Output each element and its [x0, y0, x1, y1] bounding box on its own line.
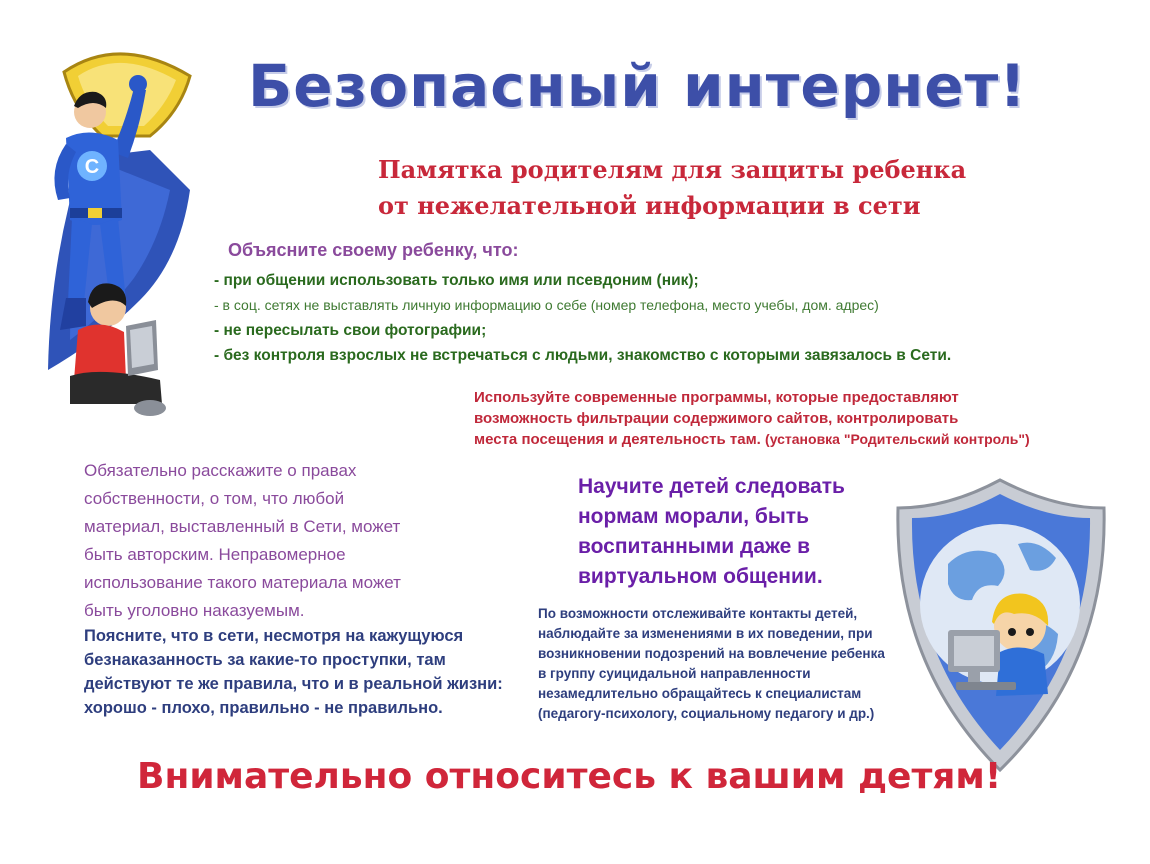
morals-line: Научите детей следовать	[578, 475, 845, 498]
parental-control-tag: (установка "Родительский контроль")	[765, 431, 1030, 447]
contacts-line: незамедлительно обращайтесь к специалистам	[538, 686, 862, 701]
contacts-line: (педагогу-психологу, социальному педагогу и др.)	[538, 706, 875, 721]
property-line: быть уголовно наказуемым.	[84, 601, 305, 620]
property-line: Обязательно расскажите о правах	[84, 461, 357, 480]
contacts-line: возникновении подозрений на вовлечение ребенка	[538, 646, 885, 661]
rules-list	[214, 268, 1074, 368]
programs-note	[474, 387, 1134, 450]
rule-item: - при общении использовать только имя или псевдоним (ник);	[214, 272, 699, 289]
contacts-line: в группу суицидальной направленности	[538, 666, 811, 681]
programs-line: Используйте современные программы, которые предоставляют	[474, 389, 959, 406]
programs-line: возможность фильтрации содержимого сайтов, контролировать	[474, 410, 959, 427]
morals-line: нормам морали, быть	[578, 505, 809, 528]
morals-line: виртуальном общении.	[578, 565, 823, 588]
morals-line: воспитанными даже в	[578, 535, 811, 558]
subtitle-line: Памятка родителям для защиты ребенка	[378, 155, 967, 184]
property-line: материал, выставленный в Сети, может	[84, 517, 401, 536]
rules-online-line: действуют те же правила, что и в реальной жизни:	[84, 675, 503, 693]
rule-item: - в соц. сетях не выставлять личную информацию о себе (номер телефона, место учебы, дом. адрес)	[214, 297, 879, 313]
contacts-line: По возможности отслеживайте контакты детей,	[538, 606, 858, 621]
subtitle-line: от нежелательной информации в сети	[378, 191, 921, 220]
contacts-note	[538, 604, 938, 724]
subtitle	[378, 152, 1078, 224]
footer-slogan: Внимательно относитесь к вашим детям!	[137, 756, 1002, 797]
programs-line	[474, 429, 1134, 450]
property-note	[84, 457, 464, 625]
property-line: собственности, о том, что любой	[84, 489, 345, 508]
rule-item: - без контроля взрослых не встречаться с людьми, знакомство с которыми завязалось в Сети.	[214, 347, 952, 364]
programs-line-text: места посещения и деятельность там.	[474, 431, 761, 448]
explain-heading: Объясните своему ребенку, что:	[228, 240, 519, 260]
page-title: Безопасный интернет!	[248, 52, 1027, 120]
property-line: быть авторским. Неправомерное	[84, 545, 346, 564]
contacts-line: наблюдайте за изменениями в их поведении, при	[538, 626, 873, 641]
morals-note	[578, 472, 898, 592]
property-line: использование такого материала может	[84, 573, 401, 592]
rules-online-note	[84, 624, 534, 720]
hero-emblem-letter: С	[84, 156, 100, 178]
rules-online-line: Поясните, что в сети, несмотря на кажущуюся	[84, 627, 464, 645]
rules-online-line: безнаказанность за какие-то проступки, там	[84, 651, 446, 669]
rules-online-line: хорошо - плохо, правильно - не правильно.	[84, 699, 443, 717]
rule-item: - не пересылать свои фотографии;	[214, 322, 487, 339]
superhero-illustration	[30, 40, 210, 420]
